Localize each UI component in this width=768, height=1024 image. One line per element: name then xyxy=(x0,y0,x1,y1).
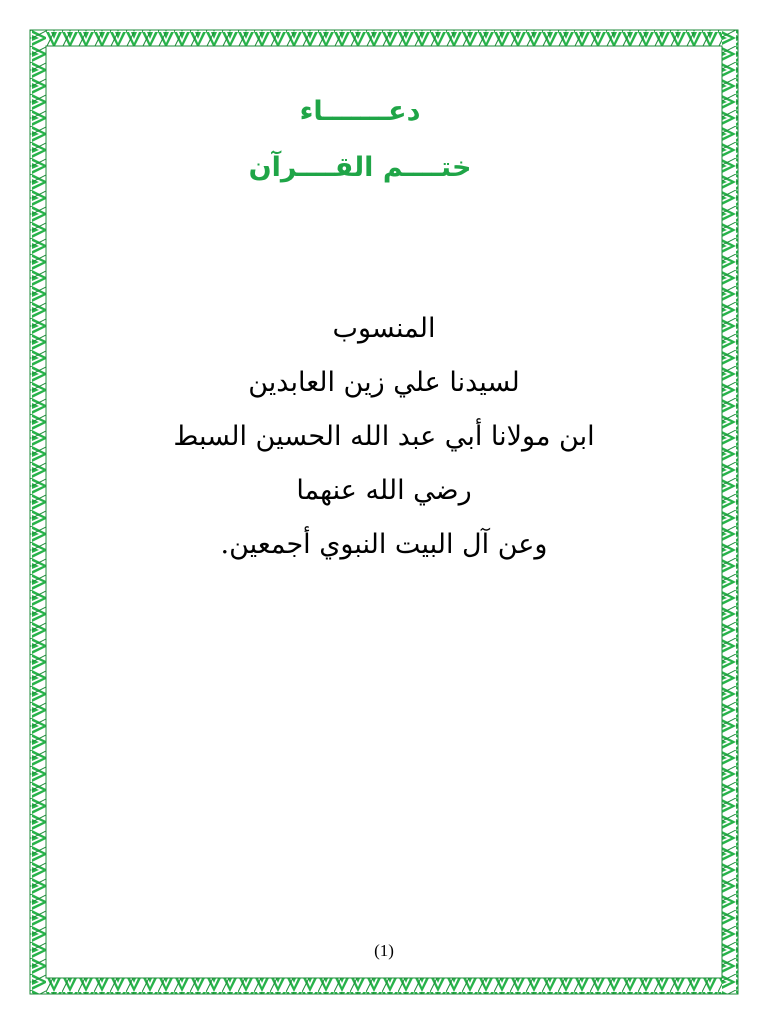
border-right xyxy=(722,30,738,994)
border-bottom xyxy=(30,978,738,994)
title-block xyxy=(220,84,500,196)
page-number: (1) xyxy=(374,941,394,960)
attribution-line-1: المنسوب xyxy=(332,313,436,344)
title-line-khatm-quran: ختــــم القــــرآن xyxy=(248,152,472,183)
attribution-line-4: رضي الله عنهما xyxy=(296,475,472,506)
border-left xyxy=(30,30,46,994)
attribution-line-5: وعن آل البيت النبوي أجمعين. xyxy=(220,529,548,560)
attribution-line-3: ابن مولانا أبي عبد الله الحسين السبط xyxy=(173,421,595,452)
border-top xyxy=(30,30,738,46)
attribution-line-2: لسيدنا علي زين العابدين xyxy=(248,367,520,398)
attribution-block xyxy=(100,302,668,572)
title-line-dua: دعـــــــاء xyxy=(299,96,421,127)
